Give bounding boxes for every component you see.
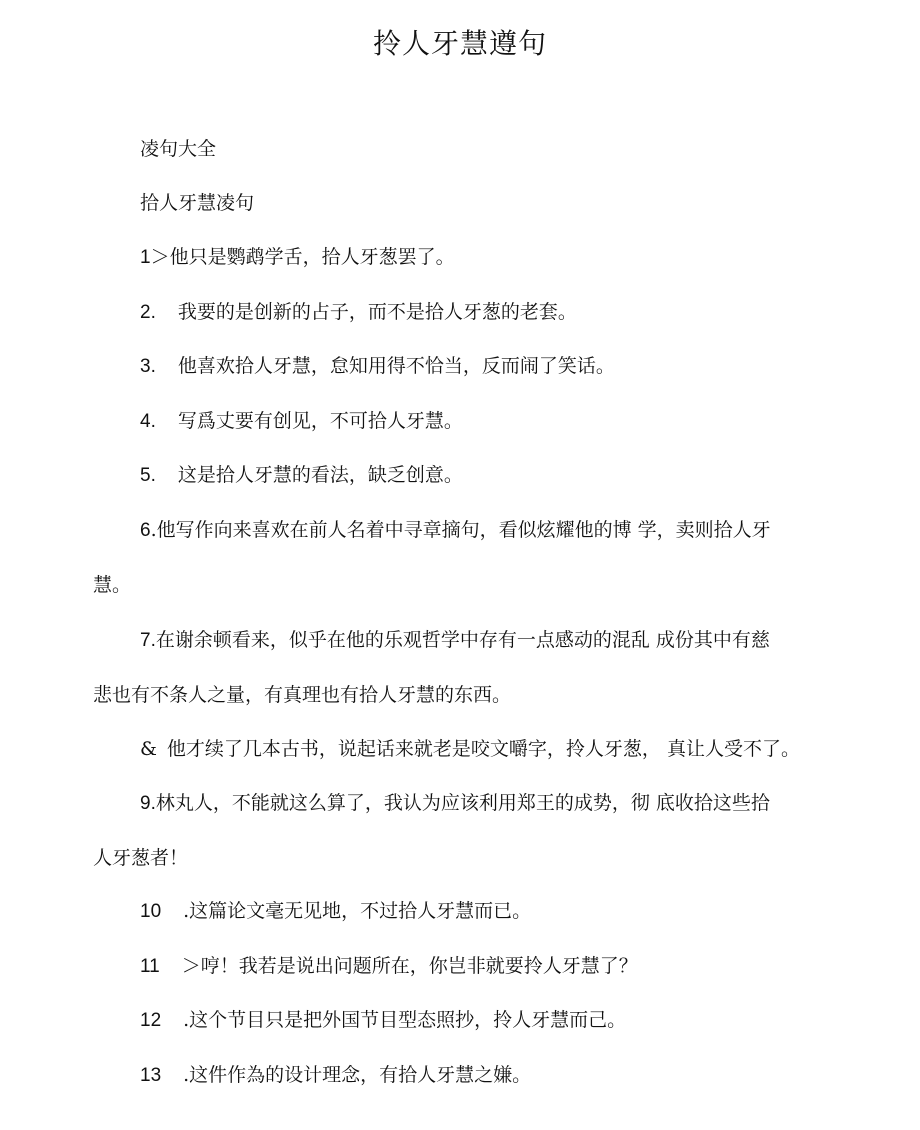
item-number: &: [140, 738, 157, 760]
item-number: 2.: [140, 302, 156, 323]
item-number: 7.: [140, 630, 156, 651]
item-text: .这篇论文毫无见地，不过拾人牙慧而已。: [183, 900, 532, 922]
item-number: 5.: [140, 465, 156, 486]
item-text: 他喜欢拾人牙慧，怠知用得不恰当，反而闹了笑话。: [177, 355, 615, 377]
item-text: .这个节目只是把外国节目型态照抄，拎人牙慧而己。: [183, 1009, 627, 1031]
subtitle-2: 拾人牙慧凌句: [140, 192, 255, 214]
item-text: .他写作向来喜欢在前人名着中寻章摘句，看似炫耀他的博 学，卖则拾人牙: [150, 519, 771, 541]
list-item: [140, 462, 463, 489]
list-item: [140, 408, 463, 435]
list-item: [140, 953, 638, 980]
item-number: 12: [140, 1010, 162, 1031]
list-item-continuation: 人牙葱者！: [93, 847, 189, 869]
item-text: 在谢余顿看来，似乎在他的乐观哲学中存有一点感动的混乱 成份其中有慈: [155, 629, 770, 651]
item-text: 他只是鹦鹉学舌，拾人牙葱罢了。: [169, 246, 455, 268]
item-text: 林丸人，不能就这么算了，我认为应该利用郑王的成势，彻 底收拾这些拾: [155, 792, 770, 814]
list-item: [140, 517, 771, 544]
list-item: [140, 898, 531, 925]
list-item: [140, 244, 455, 271]
item-number: 10: [140, 901, 162, 922]
list-item: [140, 790, 770, 817]
document-title: 拎人牙慧遵句: [372, 27, 547, 60]
list-item: [140, 299, 577, 326]
item-text: ＞哼！我若是说出问题所在，你岂非就要拎人牙慧了？: [181, 955, 638, 977]
item-text: 这是拾人牙慧的看法，缺乏创意。: [177, 464, 463, 486]
item-text: 写爲丈要有创见，不可拾人牙慧。: [177, 410, 463, 432]
item-separator: ＞: [150, 246, 170, 268]
list-item: [140, 1007, 626, 1034]
item-number: 13: [140, 1065, 162, 1086]
list-item: [140, 627, 770, 654]
item-number: 4.: [140, 411, 156, 432]
item-number: 11: [140, 956, 160, 977]
item-number: 6: [140, 520, 151, 541]
item-text: .这件作為的设计理念，有拾人牙慧之嫌。: [183, 1064, 532, 1086]
list-item: [140, 353, 615, 380]
list-item: [140, 736, 800, 762]
item-text: 他才续了几本古书，说起话来就老是咬文嚼字，拎人牙葱， 真让人受不了。: [166, 738, 800, 760]
item-number: 3.: [140, 356, 156, 377]
list-item: [140, 1062, 531, 1089]
item-number: 1: [140, 247, 151, 268]
list-item-continuation: 悲也有不条人之量，有真理也有拾人牙慧的东西。: [93, 684, 512, 706]
list-item-continuation: 慧。: [93, 574, 132, 596]
item-number: 9.: [140, 793, 156, 814]
item-text: 我要的是创新的占子，而不是拾人牙葱的老套。: [177, 301, 577, 323]
subtitle-1: 凌句大全: [140, 138, 217, 160]
